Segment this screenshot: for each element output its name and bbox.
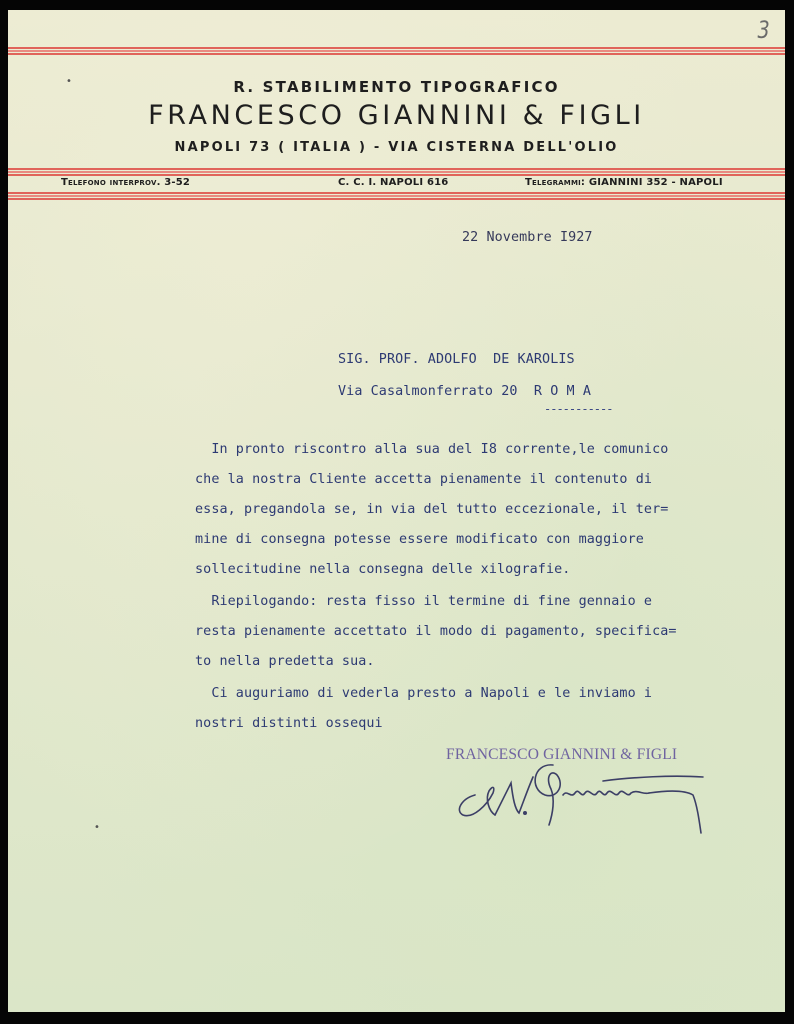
letter-date: 22 Novembre I927 xyxy=(462,230,593,245)
page-number: 3 xyxy=(757,16,770,44)
recipient-city-underline: ----------- xyxy=(544,402,613,416)
recipient-address: Via Casalmonferrato 20 R O M A xyxy=(338,384,592,399)
body-line: che la nostra Cliente accetta pienamente il contenuto di xyxy=(195,472,653,487)
body-line: essa, pregandola se, in via del tutto eccezionale, il ter= xyxy=(195,502,669,517)
ink-speck: • xyxy=(66,76,72,87)
letterhead-rule-top xyxy=(8,47,785,56)
body-line: In pronto riscontro alla sua del I8 corrente,le comunico xyxy=(195,442,669,457)
body-line: Riepilogando: resta fisso il termine di fine gennaio e xyxy=(195,594,653,609)
letterhead-cci: C. C. I. NAPOLI 616 xyxy=(338,177,449,188)
letterhead-rule-middle xyxy=(8,168,785,177)
ink-speck: • xyxy=(94,822,100,833)
letterhead-rule-bottom xyxy=(8,192,785,201)
company-stamp: FRANCESCO GIANNINI & FIGLI xyxy=(446,746,678,763)
body-line: Ci auguriamo di vederla presto a Napoli e le inviamo i xyxy=(195,686,653,701)
letterhead-telephone: Telefono interprov. 3-52 xyxy=(61,177,191,188)
body-line: sollecitudine nella consegna delle xilografie. xyxy=(195,562,571,577)
body-line: to nella predetta sua. xyxy=(195,654,375,669)
letter-page xyxy=(8,10,785,1012)
body-line: mine di consegna potesse essere modificato con maggiore xyxy=(195,532,644,547)
body-line: resta pienamente accettato il modo di pagamento, specifica= xyxy=(195,624,677,639)
handwritten-signature-icon xyxy=(453,755,723,845)
letterhead-address: NAPOLI 73 ( ITALIA ) - VIA CISTERNA DELL'OLIO xyxy=(174,140,619,155)
telegrams-label: Telegrammi: xyxy=(525,177,586,188)
telegrams-value: GIANNINI 352 - NAPOLI xyxy=(588,177,723,188)
letterhead-subtitle: R. STABILIMENTO TIPOGRAFICO xyxy=(233,78,560,96)
letterhead-telegrams xyxy=(525,177,723,188)
body-line: nostri distinti ossequi xyxy=(195,716,383,731)
letterhead-company-name: FRANCESCO GIANNINI & FIGLI xyxy=(148,100,645,131)
recipient-name: SIG. PROF. ADOLFO DE KAROLIS xyxy=(338,352,575,367)
